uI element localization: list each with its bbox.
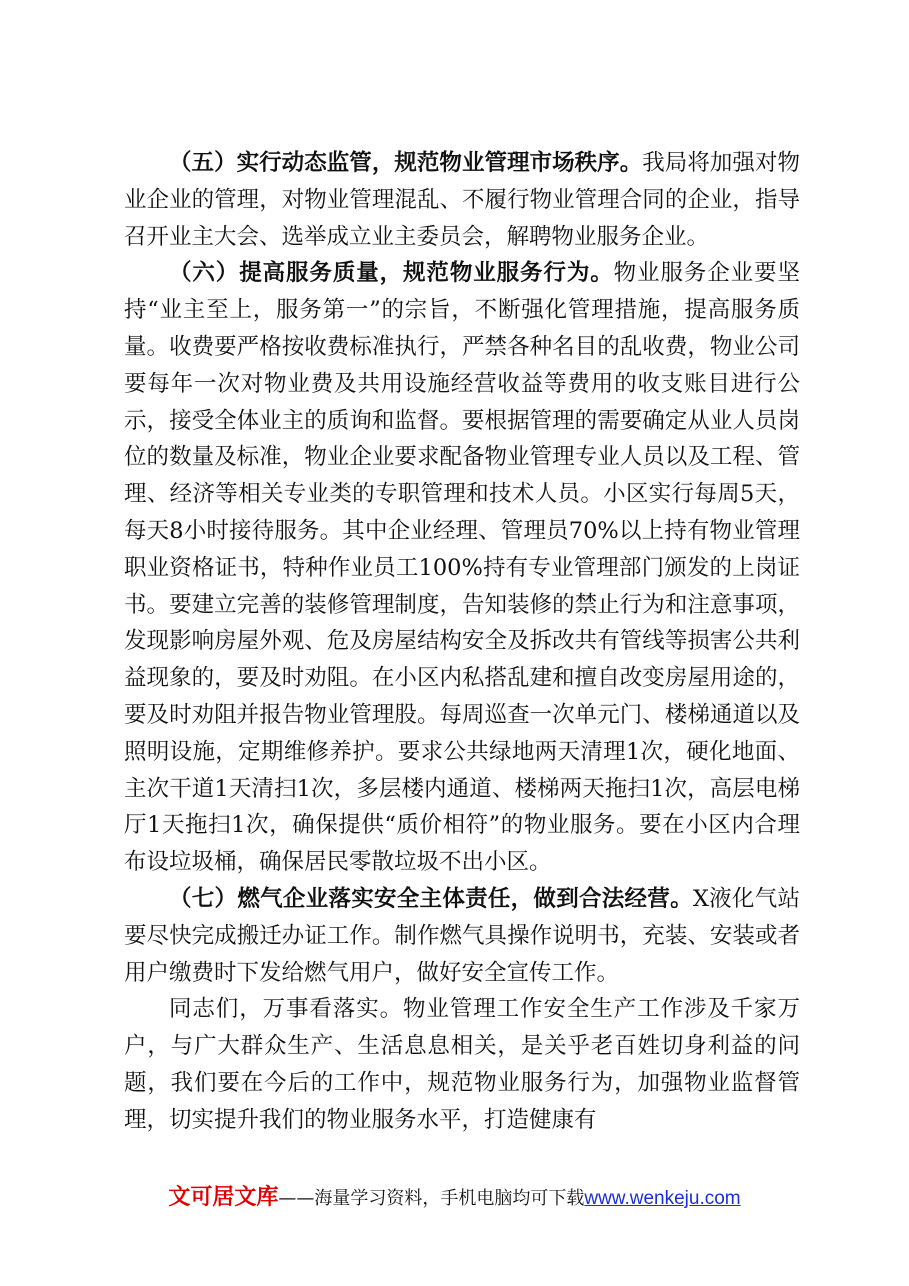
paragraph-heading: （五）实行动态监管，规范物业管理市场秩序。	[169, 150, 643, 176]
paragraph-5	[124, 145, 800, 255]
paragraph-6	[124, 255, 800, 881]
website-link[interactable]: www.wenkeju.com	[584, 1188, 741, 1209]
paragraph-heading: （七）燃气企业落实安全主体责任，做到合法经营。	[169, 885, 693, 912]
brand-name: 文可居文库	[168, 1185, 279, 1210]
paragraph-text: 同志们，万事看落实。物业管理工作安全生产工作涉及千家万户，与广大群众生产、生活息息相关，是关乎老百姓切身利益的问题，我们要在今后的工作中，规范物业服务行为，加强物业监督管理，切实提升我们的物业服务水平，打造健康有	[124, 996, 800, 1133]
footer-banner	[0, 1180, 909, 1211]
paragraph-7	[124, 881, 800, 991]
paragraph-text: 物业服务企业要坚持“业主至上，服务第一”的宗旨，不断强化管理措施，提高服务质量。收费要严格按收费标准执行，严禁各种名目的乱收费，物业公司要每年一次对物业费及共用设施经营收益等费用的收支账目进行公示，接受全体业主的质询和监督。要根据管理的需要确定从业人员岗位的数量及标准，物业企业要求配备物业管理专业人员以及工程、管理、经济等相关专业类的专职管理和技术人员。小区实行每周5天，每天8小时接待服务。其中企业经理、管理员70%以上持有物业管理职业资格证书，特种作业员工100%持有专业管理部门颁发的上岗证书。要建立完善的装修管理制度，告知装修的禁止行为和注意事项，发现影响房屋外观、危及房屋结构安全及拆改共有管线等损害公共利益现象的，要及时劝阻。在小区内私搭乱建和擅自改变房屋用途的，要及时劝阻并报告物业管理股。每周巡查一次单元门、楼梯通道以及照明设施，定期维修养护。要求公共绿地两天清理1次，硬化地面、主次干道1天清扫1次，多层楼内通道、楼梯两天拖扫1次，高层电梯厅1天拖扫1次，确保提供“质价相符”的物业服务。要在小区内合理布设垃圾桶，确保居民零散垃圾不出小区。	[124, 260, 800, 876]
paragraph-heading: （六）提高服务质量，规范物业服务行为。	[169, 260, 614, 287]
footer-tagline: ——海量学习资料，手机电脑均可下载	[278, 1188, 585, 1209]
paragraph-text: 我局将加强对物业企业的管理，对物业管理混乱、不履行物业管理合同的企业，指导召开业主大会、选举成立业主委员会，解聘物业服务企业。	[124, 150, 800, 250]
document-body	[124, 145, 800, 1139]
paragraph-text: X液化气站要尽快完成搬迁办证工作。制作燃气具操作说明书，充装、安装或者用户缴费时下发给燃气用户，做好安全宣传工作。	[124, 885, 800, 986]
paragraph-closing	[124, 991, 800, 1138]
